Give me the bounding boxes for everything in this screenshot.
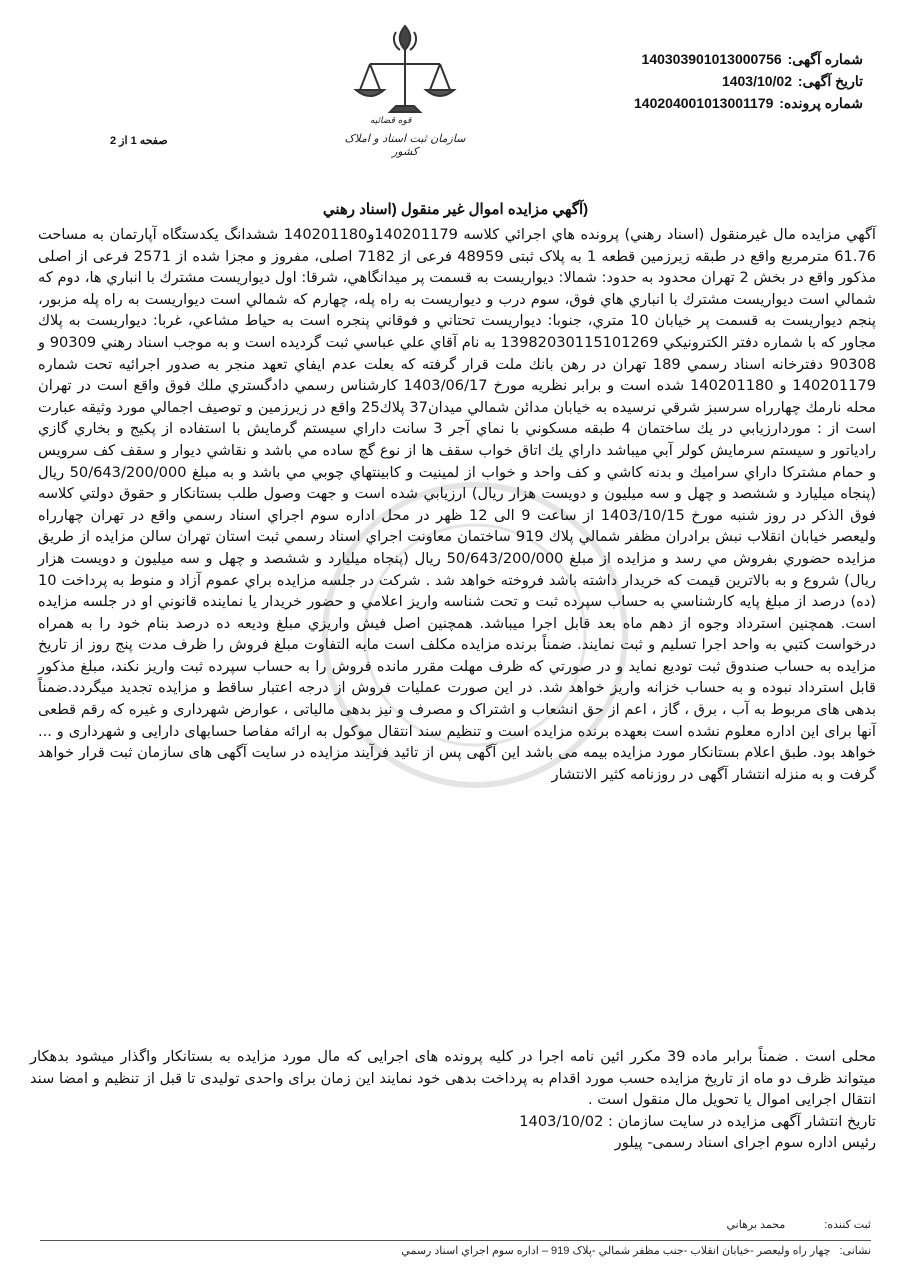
header-meta bbox=[634, 48, 863, 114]
ad-number-label: شماره آگهی: bbox=[787, 51, 863, 67]
signature-line: رئیس اداره سوم اجرای اسناد رسمی- پیلور bbox=[614, 1134, 876, 1152]
auction-body-continued bbox=[30, 1046, 876, 1154]
file-number-row bbox=[634, 92, 863, 114]
file-number: 140204001013001179 bbox=[634, 95, 774, 111]
registrar-label: ثبت كننده: bbox=[824, 1219, 871, 1231]
address-label: نشانی: bbox=[839, 1245, 871, 1257]
auction-body bbox=[38, 224, 876, 785]
ad-number-row bbox=[634, 48, 863, 70]
ad-date-label: تاریخ آگهی: bbox=[797, 73, 863, 89]
judiciary-emblem bbox=[340, 20, 470, 160]
document-title: (آگهي مزايده اموال غير منقول (اسناد رهني bbox=[322, 201, 589, 218]
auction-paragraph: آگهي مزايده مال غيرمنقول (اسناد رهني) پرونده هاي اجرائي كلاسه 140201179و140201180 ششدانگ يكدستگاه آپارتمان به مساحت 61.76 مترمربع واقع در طبقه زيرزمين قطعه 1 به پلاک ثبتی 48959 فرعی از 7182 اصلی، مفروز و مجزا شده از 2571 فرعی از اصلی مذکور واقع در بخش 2 تهران محدود به حدود: شمالا: ديواريست به قسمت پر ميدانگاهي، شرقا: اول ديواريست مشترك با انباري ها، دوم كه شمالي است ديواريست مشترك با انباري هاي فوق، سوم درب و ديواريست به راه پله، چهارم كه شمالي است ديواريست به راه پله مزبور، پنجم ديواريست به قسمت پر خيابان 10 متري، جنوبا: ديواريست تحتاني و فوقاني پنجره است به حياط مشاعي، غربا: ديواريست به پلاك مجاور كه با شماره دفتر الكترونيكي 13982030115101269 به نام آقاي علي عباسي ثبت گرديده است و به موجب اسناد رهني 90309 و 90308 دفترخانه اسناد رسمي 189 تهران در رهن بانك ملت قرار گرفته كه بعلت عدم ايفاي تعهد منجر به صدور اجرائيه تحت شماره 140201179 و 140201180 شده است و برابر نظريه مورخ 1403/06/17 كارشناس رسمي دادگستري ملك فوق واقع است در تهران محله نارمك چهارراه سرسبز شرقي نرسيده به خيابان مدائن شمالي ميدان37 پلاك25 واقع در زيرزمين و توصيف اجمالي مورد وثيقه عبارت است از : موردارزيابي در يك ساختمان 4 طبقه مسكوني با نماي آجر 3 سانت داراي سيستم گرمايش با استفاده از پكيج و بخاري گازي رادياتور و سيستم سرمايش كولر آبي ميباشد داراي يك اتاق خواب سقف ها از نوع گچ ساده مي باشد و نقاشي ديوار و سقف كف سرويس و حمام مشتركا داراي سراميك و بدنه كاشي و كف واحد و خواب از لمينيت و كابينتهاي چوبي مي باشد و به مبلغ 50/643/200/000 ريال (پنجاه ميليارد و ششصد و چهل و سه ميليون و دويست هزار ريال) ارزيابي شده است و جهت وصول طلب بستانكار و حقوق دولتي كلاسه فوق الذكر در روز شنبه مورخ 1403/10/15 از ساعت 9 الی 12 ظهر در محل اداره سوم اجراي اسناد رسمي واقع در تهران چهارراه وليعصر خيابان انقلاب نبش برادران مظفر شمالي پلاك 919 ساختمان معاونت اجراي اسناد رسمي ثبت استان تهران سالن مزايده از طريق مزايده حضوري بفروش مي رسد و مزايده از مبلغ 50/643/200/000 ريال (پنجاه ميليارد و ششصد و چهل و سه ميليون و دويست هزار ريال) شروع و به بالاترين قيمت كه خريدار داشته باشد فروخته خواهد شد . شركت در جلسه مزايده براي عموم آزاد و منوط به پرداخت 10 (ده) درصد از مبلغ پايه كارشناسي به حساب سپرده ثبت و تحت شناسه واريز اعلامي و حضور خريدار يا نماينده قانوني او در جلسه مزايده است. همچنين استرداد وجوه از دهم ماه بعد قابل اجرا ميباشد. همچنين اصل فيش واريزي مبلغ وديعه ده درصد بنام خود را به همراه درخواست كتبي به واحد اجرا تسليم و ثبت نمايند. ضمناً برنده مزايده مكلف است مابه التفاوت مبلغ فروش را ظرف مدت پنج روز از تاريخ مزايده به حساب صندوق ثبت توديع نمايد و در صورتي كه ظرف مهلت مقرر مانده فروش را به حساب سپرده ثبت واريز نكند، مبلغ مذكور قابل استرداد نبوده و به حساب خزانه واريز خواهد شد. در اين صورت عمليات فروش از درجه اعتبار ساقط و مزايده تجديد ميگردد.ضمناً بدهی های مربوط به آب ، برق ، گاز ، اعم از حق انشعاب و اشتراک و مصرف و نیز بدهی مالیاتی ، عوارض شهرداری و غیره که رقم قطعی آنها برای این اداره معلوم نشده است بعهده برنده مزایده است و تنظیم سند انتقال موکول به ارائه مفاصا حسابهای دارایی و شهرداری و ... خواهد بود. طبق اعلام بستانکار مورد مزایده بیمه می باشد این آگهی پس از تائید فرآیند مزایده در سایت آگهی های سازمان ثبت قرار خواهد گرفت و به منزله انتشار آگهی در روزنامه کثیر الانتشار bbox=[38, 226, 877, 783]
file-number-label: شماره پرونده: bbox=[779, 95, 863, 111]
registrar-footer bbox=[40, 1218, 871, 1231]
ad-number: 140303901013000756 bbox=[641, 51, 782, 67]
registrar-name: محمد برهاني bbox=[726, 1219, 786, 1231]
article-39-paragraph: محلی است . ضمناً برابر ماده 39 مکرر ائین نامه اجرا در کلیه پرونده های اجرایی که مال مورد مزایده به بستانکار واگذار میشود بدهکار میتواند ظرف دو ماه از تاریخ مزایده حسب مورد اقدام به پرداخت بدهی خود نمایند این زمان برای واحدی تولیدی تا قبل از تنظیم و امضا سند انتقال اجرایی اموال یا تحویل مال منقول است . bbox=[30, 1048, 876, 1109]
publish-date-line: تاریخ انتشار آگهی مزایده در سایت سازمان : 1403/10/02 bbox=[519, 1112, 876, 1130]
page-indicator: صفحه 1 از 2 bbox=[110, 135, 168, 147]
scales-of-justice-icon bbox=[340, 20, 470, 130]
address-footer bbox=[40, 1240, 871, 1257]
address-text: چهار راه وليعصر -خيابان انقلاب -جنب مظفر شمالي -پلاک 919 – اداره سوم اجراي اسناد رسمي bbox=[401, 1245, 831, 1257]
judiciary-label: قوه قضائیه bbox=[370, 116, 412, 126]
organization-name: سازمان ثبت اسناد و املاک کشور bbox=[344, 132, 466, 158]
ad-date: 1403/10/02 bbox=[721, 73, 793, 89]
ad-date-row bbox=[634, 70, 863, 92]
